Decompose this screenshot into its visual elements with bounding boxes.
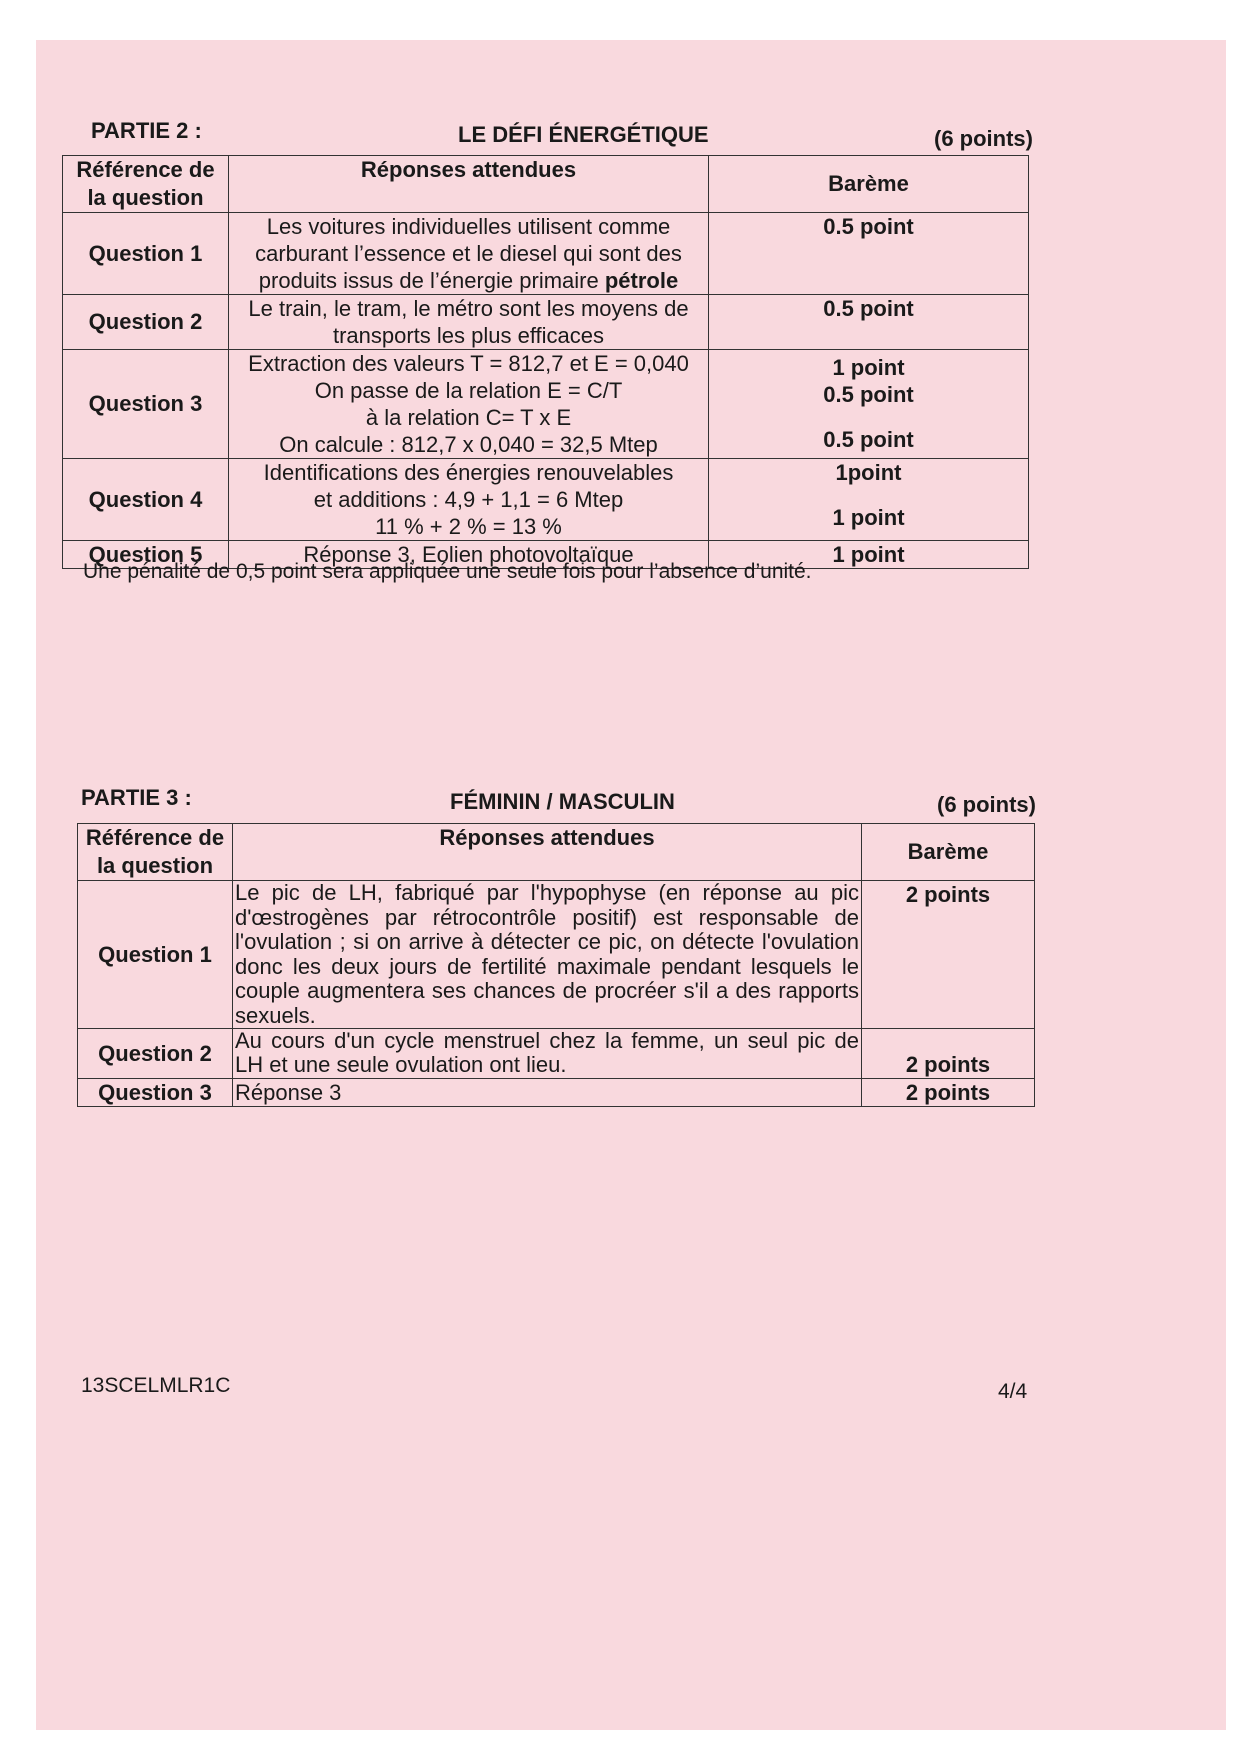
answer-line: 11 % + 2 % = 13 %: [375, 514, 562, 539]
answer-cell: Le pic de LH, fabriqué par l'hypophyse (en réponse au pic d'œstrogènes par rétrocontrôle positif) est responsable de l'ovulation ; si on arrive à détecter ce pic, on détecte l'ovulation donc les deux jours de fertilité maximale pendant lesquels le couple augmentera ses chances de procréer s'il a des rapports sexuels.: [233, 881, 862, 1029]
answer-text: produits issus de l’énergie primaire: [258, 268, 605, 293]
points-cell: 2 points: [862, 881, 1035, 1029]
partie2-points: (6 points): [934, 126, 1033, 151]
header-ref: Référence de la question: [78, 824, 233, 881]
header-answers: Réponses attendues: [229, 156, 709, 213]
table-row: [63, 213, 1029, 295]
question-ref: Question 5: [63, 541, 229, 569]
points-value: 0.5 point: [823, 382, 914, 407]
table-header-row: [63, 156, 1029, 213]
answer-line: On passe de la relation E = C/T: [314, 378, 623, 403]
answer-cell: [229, 459, 709, 541]
partie3-title: FÉMININ / MASCULIN: [450, 789, 675, 814]
question-ref: Question 3: [78, 1079, 233, 1107]
answer-line: à la relation C= T x E: [365, 405, 572, 430]
table-header-row: [78, 824, 1035, 881]
answer-line: Identifications des énergies renouvelables: [263, 460, 674, 485]
points-value: 0.5 point: [823, 296, 914, 321]
answer-line: On calcule : 812,7 x 0,040 = 32,5 Mtep: [279, 432, 658, 457]
answer-line: Le train, le tram, le métro sont les moyens de: [248, 296, 689, 321]
points-value: 1 point: [832, 505, 905, 530]
table-row: [78, 881, 1035, 1029]
points-value: 0.5 point: [823, 214, 914, 239]
table-row: [78, 1079, 1035, 1107]
spacer: [713, 408, 1024, 426]
answer-line: et additions : 4,9 + 1,1 = 6 Mtep: [313, 487, 624, 512]
answer-line: Réponse 3, Eolien photovoltaïque: [303, 542, 634, 567]
points-value: 1 point: [832, 542, 905, 567]
answer-line: Les voitures individuelles utilisent comme: [266, 214, 671, 239]
points-value: 1 point: [832, 355, 905, 380]
points-cell: [709, 295, 1029, 350]
page-number: 4/4: [998, 1380, 1028, 1403]
partie2-title: LE DÉFI ÉNERGÉTIQUE: [458, 122, 709, 147]
header-bareme: Barème: [862, 824, 1035, 881]
answer-cell: Au cours d'un cycle menstruel chez la femme, un seul pic de LH et une seule ovulation ont lieu.: [233, 1029, 862, 1079]
points-cell: [709, 350, 1029, 459]
question-ref: Question 1: [63, 213, 229, 295]
points-cell: 2 points: [862, 1029, 1035, 1079]
points-cell: 2 points: [862, 1079, 1035, 1107]
points-cell: [709, 459, 1029, 541]
points-cell: [709, 213, 1029, 295]
points-value: 1point: [835, 460, 902, 485]
partie3-label: PARTIE 3 :: [81, 785, 192, 810]
partie3-table: [77, 823, 1035, 1107]
partie2-table: [62, 155, 1029, 569]
answer-cell: [229, 350, 709, 459]
points-value: 0.5 point: [823, 427, 914, 452]
answer-keyword: pétrole: [604, 268, 679, 293]
spacer: [713, 486, 1024, 504]
document-code: 13SCELMLR1C: [81, 1374, 231, 1397]
answer-cell: Réponse 3: [233, 1079, 862, 1107]
partie2-label: PARTIE 2 :: [91, 118, 202, 143]
answer-cell: [229, 213, 709, 295]
header-answers: Réponses attendues: [233, 824, 862, 881]
answer-line: transports les plus efficaces: [332, 323, 605, 348]
question-ref: Question 4: [63, 459, 229, 541]
question-ref: Question 1: [78, 881, 233, 1029]
table-row: [78, 1029, 1035, 1079]
answer-cell: [229, 295, 709, 350]
table-row: [63, 295, 1029, 350]
answer-line: carburant l’essence et le diesel qui sont des: [255, 241, 682, 266]
question-ref: Question 2: [63, 295, 229, 350]
answer-line: Extraction des valeurs T = 812,7 et E = 0,040: [248, 351, 689, 376]
penalty-note: Une pénalité de 0,5 point sera appliquée une seule fois pour l’absence d’unité.: [83, 560, 812, 583]
table-row: [63, 350, 1029, 459]
question-ref: Question 3: [63, 350, 229, 459]
table-row: [63, 459, 1029, 541]
header-bareme: Barème: [709, 156, 1029, 213]
question-ref: Question 2: [78, 1029, 233, 1079]
header-ref: Référence de la question: [63, 156, 229, 213]
answer-line: [233, 267, 704, 294]
partie3-points: (6 points): [937, 792, 1036, 817]
